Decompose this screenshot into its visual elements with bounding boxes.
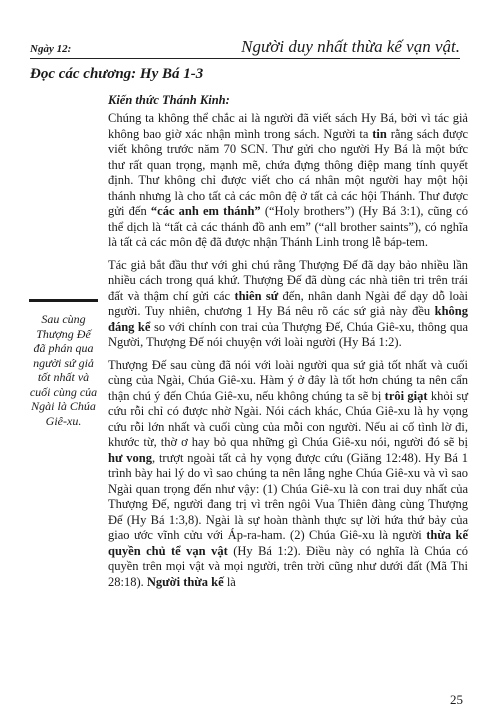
paragraph-2 [108,258,468,351]
section-title: Kiến thức Thánh Kinh: [108,93,230,107]
text-run: (“Holy brothers”) (Hy Bá 3:1), cũng có thể dịch là “tất cả các thánh đồ anh em” (“all brother saints”), có nghĩa là tất cả các môn đệ đã được nhận Thánh Linh trong lễ báp-tem. [108,204,468,249]
pull-quote-rule [29,299,98,302]
text-run: Chúng ta không thể chắc ai là người đã viết sách Hy Bá, bởi vì tác giả không bao giờ xác nhận mình trong sách. Người ta [108,111,468,141]
bold-term: thiên sứ [234,288,279,303]
bold-term: Người thừa kế [146,574,224,589]
text-run: , trượt ngoài tất cả hy vọng được cứu (Giăng 12:48). Hy Bá 1 trình bày hai lý do vì sao chúng ta nên lắng nghe Chúa Giê-xu và vì sao Ngài quan trọng đến như vậy: (1) Chúa Giê-xu là con trai duy nhất của Thượng Đế, người đang trị vì trên ngôi Vua Thiên đàng cùng Thượng Đế (Hy Bá 1:3,8). Ngài là sự hoàn thành thực sự lời hứa thứ bảy của giao ước vĩnh cửu với Áp-ra-ham. (2) Chúa Giê-xu là người [108,450,469,542]
text-run: khỏi sự cứu rỗi chỉ có được nhờ Ngài. Nói cách khác, Chúa Giê-xu là hy vọng cứu rỗi lớn nhất và cuối cùng của mỗi con người. Nếu ai cố tình lờ đi, khước từ, thờ ơ hay bỏ qua những gì Chúa Giê-xu nói, người đó sẽ bị [108,388,468,449]
text-run: đến, nhân danh Ngài để dạy dỗ loài người. Tuy nhiên, chương 1 Hy Bá nêu rõ các sứ giả này đều [108,288,468,318]
text-run: là [223,574,236,589]
header-title: Người duy nhất thừa kế vạn vật. [241,37,460,56]
text-run: Tác giả bắt đầu thư với ghi chú rằng Thượng Đế đã dạy bảo nhiều lần nhiều cách trong quá khứ. Thượng Đế đã dùng các nhà tiên tri trên trái đất và thậm chí gửi các [108,257,468,303]
reading-assignment: Đọc các chương: Hy Bá 1-3 [30,66,204,82]
day-label: Ngày 12: [30,43,72,55]
bold-term: tin [372,126,387,141]
text-run: Thượng Đế sau cùng đã nói với loài người qua sứ giả tốt nhất và cuối cùng của Ngài, Chúa Giê-xu. Hàm ý ở đây là tốt hơn chúng ta nên cẩn thận chú ý đến Chúa Giê-xu, nếu không chúng ta sẽ bị [108,357,468,403]
paragraph-1 [108,111,468,251]
page-number: 25 [450,692,463,707]
header-divider [30,58,460,59]
pull-quote-text: Sau cùng Thượng Đế đã phán qua người sứ giả tốt nhất và cuối cùng của Ngài là Chúa Giê-xu. [29,312,98,428]
paragraph-3 [108,358,468,591]
bold-term: hư vong [108,450,152,465]
running-header [30,36,460,58]
text-run: so với chính con trai của Thượng Đế, Chúa Giê-xu, thông qua Người, Thượng Đế nói chuyện với loài người (Hy Bá 1:2). [108,319,468,349]
sidebar-pull-quote [29,299,98,428]
body-text [108,111,468,597]
text-run: rằng sách được viết không trước năm 70 SCN. Thư gửi cho người Hy Bá là một bức thư rất quan trọng, mạnh mẽ, chứa đựng thông điệp mang tính quyết định. Thư không chỉ được viết cho cá nhân một người hay một hội thánh nhưng là cho tất cả các môn đệ ở tất cả các hội Thánh. Thư được gửi đến [108,126,468,218]
bold-term: thừa kế quyền chủ tể vạn vật [108,528,469,558]
bold-term: trôi giạt [384,388,428,403]
text-run: (Hy Bá 1:2). Điều này có nghĩa là Chúa có quyền trên mọi vật và mọi người, trên trời cũng như dưới đất (Mã Thi 28:18). [108,543,468,589]
bold-term: “các anh em thánh” [150,204,261,218]
bold-term: không đáng kể [108,304,468,334]
